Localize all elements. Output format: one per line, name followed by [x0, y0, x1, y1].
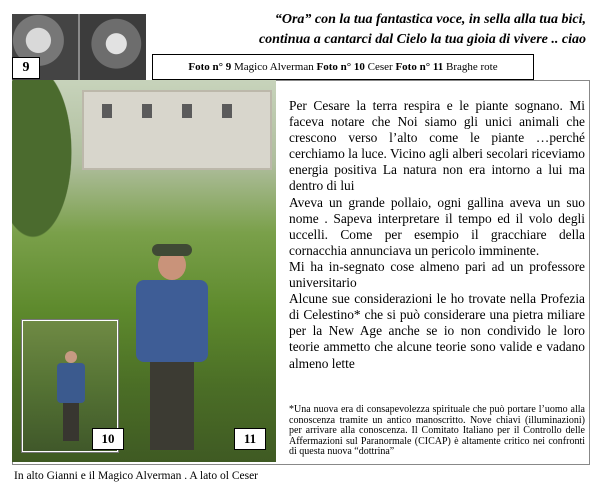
- caption-label-11: Foto n° 11: [395, 61, 444, 73]
- tree: [12, 80, 82, 260]
- photo-caption-box: [152, 54, 534, 80]
- farmhouse: [82, 90, 272, 170]
- bottom-caption: In alto Gianni e il Magico Alverman . A lato ol Ceser: [14, 470, 259, 482]
- caption-label-10: Foto n° 10: [316, 61, 365, 73]
- caption-name-11: Braghe rote: [443, 61, 498, 73]
- caption-name-10: Ceser: [364, 61, 396, 73]
- quote-line-1: “Ora” con la tua fantastica voce, in sella alla tua bici,: [274, 12, 586, 27]
- man-figure: [130, 250, 214, 450]
- caption-name-9: Magico Alverman: [231, 61, 317, 73]
- body-paragraph: Alcune sue considerazioni le ho trovate nella Profezia di Celestino* che si può considerare una pietra miliare per la New Age anche se io non condivido le loro teorie ammetto che alcune teorie sono valide e vadano almeno lette: [289, 291, 585, 371]
- body-text-column: [289, 98, 585, 372]
- body-paragraph: Per Cesare la terra respira e le piante sognano. Mi faceva notare che Noi siamo gli unici animali che crescono verso l’alto come le piante …perché cerchiamo la luce. Vicino agli alberi secolari riceviamo energia positiva La natura non era intorno a lui ma dentro di lui: [289, 98, 585, 194]
- inset-figure: [57, 351, 85, 441]
- caption-label-9: Foto n° 9: [188, 61, 232, 73]
- photo-number-badge-10: 10: [92, 428, 124, 450]
- photo-number-badge-9: 9: [12, 57, 40, 79]
- portrait-right: [80, 14, 146, 80]
- photo-number-badge-11: 11: [234, 428, 266, 450]
- body-paragraph: Mi ha in-segnato cose almeno pari ad un professore universitario: [289, 258, 585, 291]
- footnote: *Una nuova era di consapevolezza spirituale che può portare l’uomo alla conoscenza tramite un antico manoscritto. Nove chiavi (illuminazioni) per arrivare alla conoscenza. Il Comitato Italiano per il Controllo delle Affermazioni sul Paranormale (CICAP) è altamente critico nei confronti di questa nuova “dottrina”: [289, 404, 585, 457]
- memorial-quote: [166, 10, 586, 50]
- quote-line-2: continua a cantarci dal Cielo la tua gioia di vivere .. ciao: [258, 32, 586, 47]
- body-paragraph: Aveva un grande pollaio, ogni gallina aveva un suo nome . Sapeva interpretare il tempo ed il volo degli uccelli. Come per esempio il gracchiare della cornacchia annunciava un pericolo imminente.: [289, 194, 585, 258]
